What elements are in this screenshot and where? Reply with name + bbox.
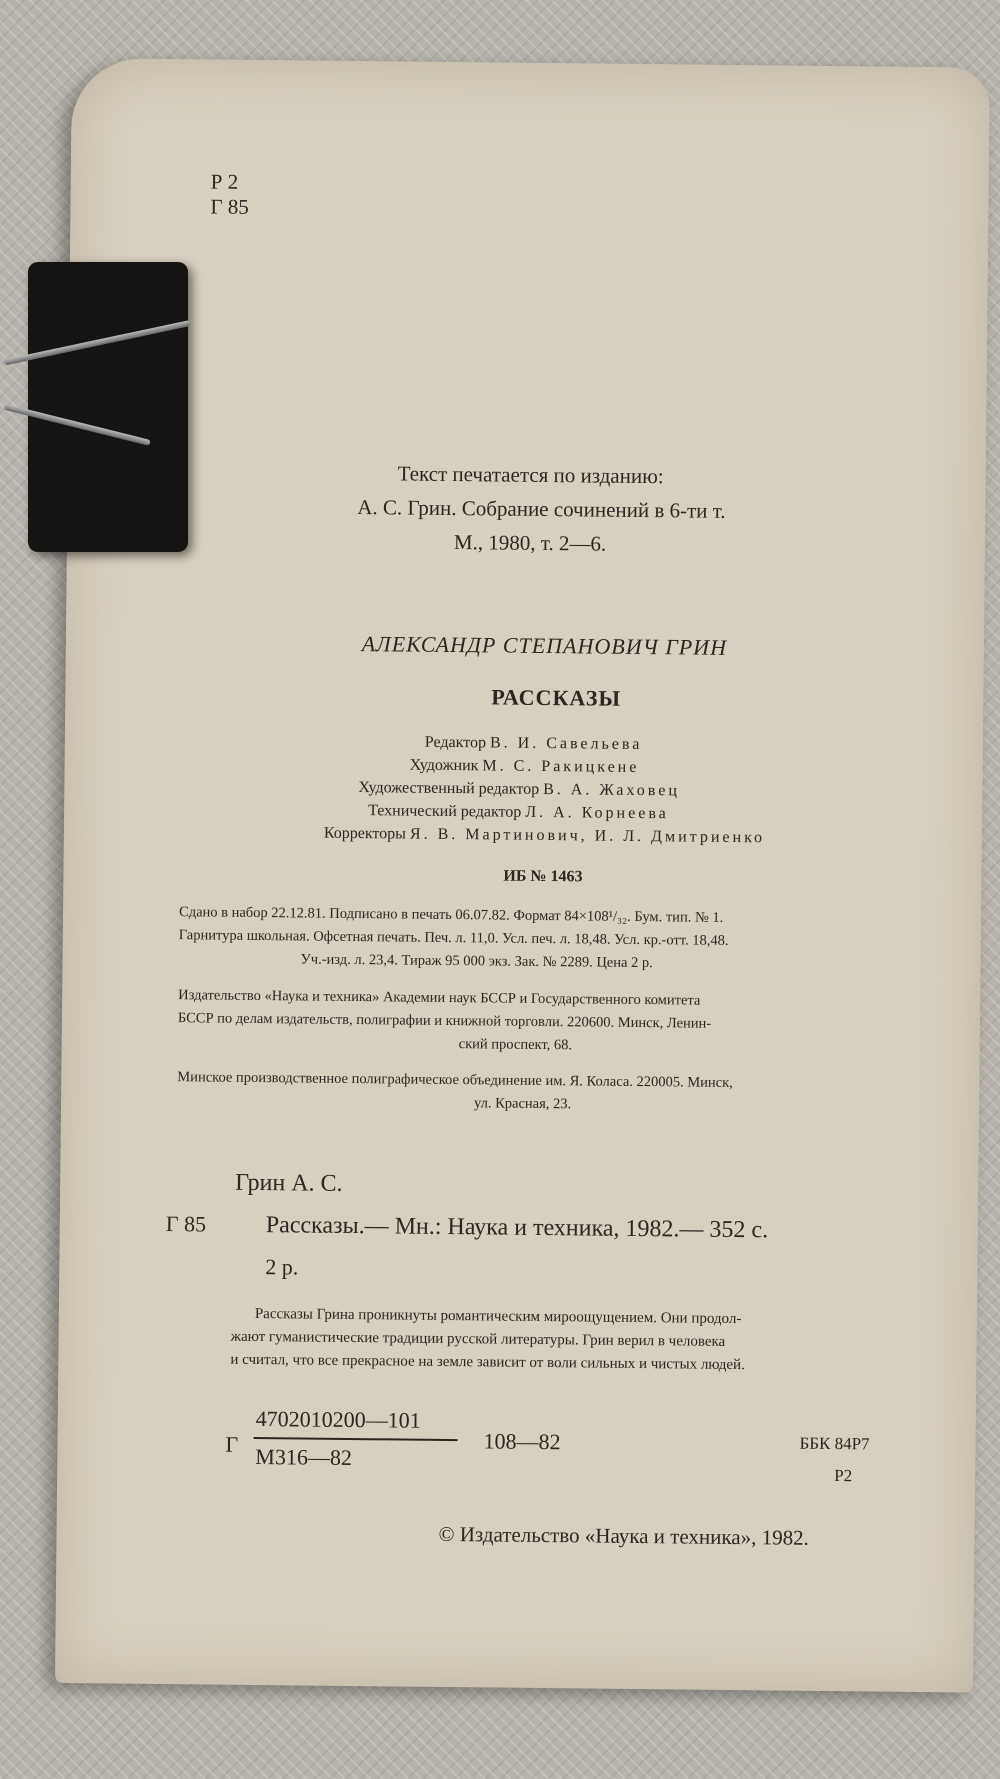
- credit-proofreaders: Корректоры Я. В. Мартинович, И. Л. Дмитриенко: [323, 824, 766, 847]
- copyright: © Издательство «Наука и техника», 1982.: [438, 1521, 810, 1550]
- book-title: РАССКАЗЫ: [491, 684, 622, 711]
- book-page: [55, 58, 990, 1693]
- ib-number: ИБ № 1463: [503, 867, 583, 886]
- annotation-line-1: Рассказы Грина проникнуты романтическим мироощущением. Они продол-: [254, 1305, 742, 1328]
- index-denominator: М316—82: [255, 1443, 353, 1471]
- bbk-code-2: Р2: [834, 1466, 853, 1486]
- annotation-line-2: жают гуманистические традиции русской литературы. Грин верил в человека: [230, 1328, 726, 1350]
- publisher-info-line-3: ский проспект, 68.: [458, 1036, 573, 1054]
- author-name: АЛЕКСАНДР СТЕПАНОВИЧ ГРИН: [361, 631, 728, 660]
- annotation-line-3: и считал, что все прекрасное на земле зависит от воли сильных и чистых людей.: [230, 1351, 745, 1374]
- bib-price: 2 р.: [265, 1254, 299, 1280]
- credit-artist: Художник М. С. Ракицкене: [409, 756, 640, 776]
- print-info-line-2: Гарнитура школьная. Офсетная печать. Печ. л. 11,0. Усл. печ. л. 18,48. Усл. кр.-отт. 18,48.: [178, 927, 729, 949]
- binder-clip: [28, 262, 188, 552]
- print-info-line-3: Уч.-изд. л. 23,4. Тираж 95 000 экз. Зак. № 2289. Цена 2 р.: [300, 951, 653, 972]
- fraction-line: [254, 1437, 458, 1441]
- publisher-info-line-2: БССР по делам издательств, полиграфии и книжной торговли. 220600. Минск, Ленин-: [177, 1010, 712, 1032]
- bbk-code: ББК 84Р7: [799, 1433, 870, 1454]
- bib-author: Грин А. С.: [235, 1169, 343, 1197]
- index-number: 108—82: [483, 1428, 561, 1455]
- source-note-line-3: М., 1980, т. 2—6.: [453, 530, 607, 556]
- printer-info-line-1: Минское производственное полиграфическое объединение им. Я. Коласа. 220005. Минск,: [177, 1069, 733, 1091]
- classification-line-2: Г 85: [210, 194, 249, 219]
- printer-info-line-2: ул. Красная, 23.: [473, 1095, 572, 1113]
- bib-code: Г 85: [165, 1211, 207, 1237]
- credit-editor: Редактор В. И. Савельева: [424, 733, 643, 754]
- print-info-line-1: Сдано в набор 22.12.81. Подписано в печать 06.07.82. Формат 84×108¹/₃₂. Бум. тип. № 1.: [178, 904, 724, 926]
- credit-tech-editor: Технический редактор Л. А. Корнеева: [368, 802, 669, 823]
- source-note-line-2: А. С. Грин. Собрание сочинений в 6-ти т.: [357, 495, 726, 523]
- classification-line-1: Р 2: [210, 169, 239, 194]
- credit-art-editor: Художественный редактор В. А. Жаховец: [358, 779, 681, 800]
- publisher-info-line-1: Издательство «Наука и техника» Академии наук БССР и Государственного комитета: [178, 987, 701, 1009]
- source-note-line-1: Текст печатается по изданию:: [397, 461, 664, 489]
- index-letter: Г: [225, 1431, 239, 1457]
- bib-description: Рассказы.— Мн.: Наука и техника, 1982.— 352 с.: [265, 1212, 769, 1244]
- index-numerator: 4702010200—101: [255, 1405, 421, 1433]
